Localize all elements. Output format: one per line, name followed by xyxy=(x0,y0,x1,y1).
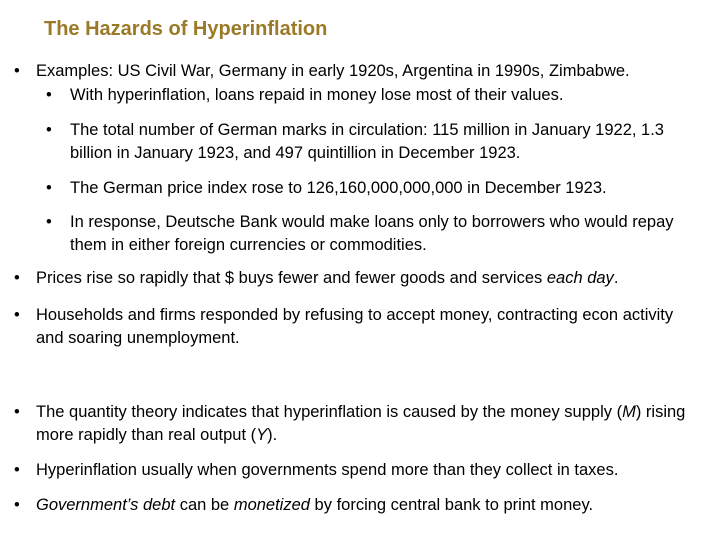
bullet-text: The total number of German marks in circulation: 115 million in January 1922, 1.3 billion in January 1923, and 497 quintillion in December 1923. xyxy=(70,121,664,162)
text-segment: The quantity theory indicates that hyperinflation is caused by the money supply ( xyxy=(36,403,623,421)
bullet-dot: • xyxy=(46,179,52,197)
bullet-text: Households and firms responded by refusing to accept money, contracting econ activity and soaring unemployment. xyxy=(36,306,674,347)
bullet-quantity-theory xyxy=(14,401,704,447)
bullet-dot: • xyxy=(14,461,20,479)
bullet-dot: • xyxy=(14,403,20,421)
italic-segment: Government’s debt xyxy=(36,496,176,514)
bullet-text: The German price index rose to 126,160,000,000,000 in December 1923. xyxy=(70,179,607,197)
italic-segment: monetized xyxy=(233,496,310,514)
bullet-government-spending xyxy=(14,459,704,482)
bullet-text: In response, Deutsche Bank would make loans only to borrowers who would repay them in either foreign currencies or commodities. xyxy=(70,213,674,254)
bullet-dot: • xyxy=(14,269,20,287)
italic-segment: M xyxy=(622,403,636,421)
bullet-dot: • xyxy=(46,121,52,139)
bullet-dot: • xyxy=(46,86,52,104)
sub-bullet-loans xyxy=(46,84,696,107)
bullet-text xyxy=(14,401,704,447)
bullet-text xyxy=(14,267,704,290)
text-segment: can be xyxy=(175,496,234,514)
bullet-text: With hyperinflation, loans repaid in money lose most of their values. xyxy=(70,86,564,104)
text-segment: ) rising more rapidly than real output ( xyxy=(36,403,686,444)
bullet-text: Examples: US Civil War, Germany in early 1920s, Argentina in 1990s, Zimbabwe. xyxy=(36,62,630,80)
bullet-dot: • xyxy=(46,213,52,231)
slide-title: The Hazards of Hyperinflation xyxy=(44,18,328,40)
bullet-text xyxy=(14,494,704,517)
bullet-examples xyxy=(14,60,704,83)
text-segment: Prices rise so rapidly that $ buys fewer and fewer goods and services xyxy=(36,269,547,287)
bullet-text: Hyperinflation usually when governments spend more than they collect in taxes. xyxy=(36,461,619,479)
text-segment: by forcing central bank to print money. xyxy=(309,496,594,514)
bullet-households-firms xyxy=(14,304,704,350)
bullet-dot: • xyxy=(14,306,20,324)
bullet-dot: • xyxy=(14,62,20,80)
sub-bullet-price-index xyxy=(46,177,696,200)
bullet-dot: • xyxy=(14,496,20,514)
sub-bullet-marks-circulation xyxy=(46,119,696,165)
bullet-prices-rise xyxy=(14,267,704,290)
bullet-monetized-debt xyxy=(14,494,704,517)
italic-segment: Y xyxy=(256,426,268,444)
sub-bullet-deutsche-bank xyxy=(46,211,696,257)
text-segment: ). xyxy=(267,426,278,444)
text-segment: . xyxy=(613,269,619,287)
italic-segment: each day xyxy=(546,269,614,287)
